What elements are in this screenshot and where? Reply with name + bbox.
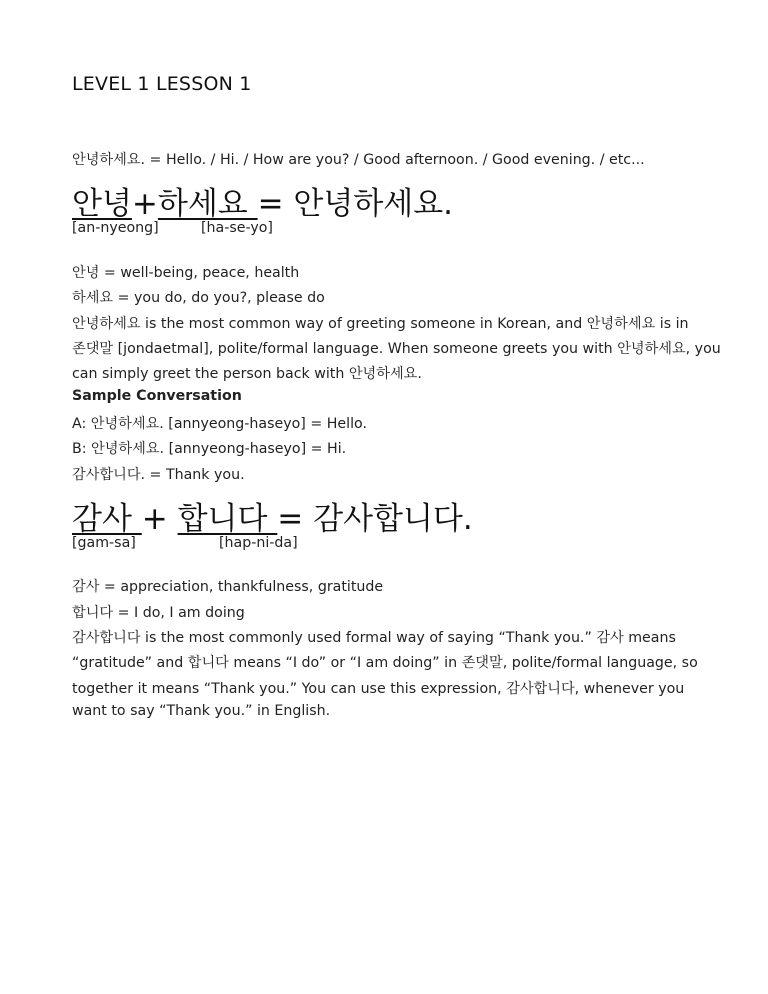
thanks-formula-part2: 합니다 (177, 501, 278, 537)
hello-formula-plus: + (131, 186, 158, 222)
thanks-formula-part1: 감사 (72, 501, 142, 537)
thanks-formula-plus: + (141, 501, 178, 537)
thanks-formula-result: = 감사합니다. (277, 501, 473, 537)
thanks-vocab-1: 감사 = appreciation, thankfulness, gratitude (72, 579, 384, 595)
hello-formula-result: = 안녕하세요. (257, 186, 454, 222)
hello-vocab-2: 하세요 = you do, do you?, please do (72, 290, 325, 306)
hello-explanation-line-3: can simply greet the person back with 안녕하세요. (72, 366, 422, 382)
thanks-formula (72, 493, 473, 538)
conversation-line-b: B: 안녕하세요. [annyeong-haseyo] = Hi. (72, 441, 347, 457)
thanks-explanation-line-3: together it means “Thank you.” You can use this expression, 감사합니다, whenever you (72, 681, 685, 697)
thanks-intro: 감사합니다. = Thank you. (72, 467, 245, 483)
hello-formula-part1: 안녕 (72, 186, 132, 222)
thanks-explanation-line-2: “gratitude” and 합니다 means “I do” or “I am doing” in 존댓말, polite/formal language, so (72, 655, 698, 671)
thanks-romanization-part2: [hap-ni-da] (219, 535, 298, 551)
conversation-line-a: A: 안녕하세요. [annyeong-haseyo] = Hello. (72, 416, 367, 432)
thanks-vocab-2: 합니다 = I do, I am doing (72, 605, 245, 621)
hello-intro: 안녕하세요. = Hello. / Hi. / How are you? / Good afternoon. / Good evening. / etc... (72, 152, 645, 168)
thanks-explanation-line-4: want to say “Thank you.” in English. (72, 703, 331, 719)
thanks-explanation-line-1: 감사합니다 is the most commonly used formal way of saying “Thank you.” 감사 means (72, 630, 676, 646)
thanks-romanization-part1: [gam-sa] (72, 535, 136, 551)
hello-explanation-line-2: 존댓말 [jondaetmal], polite/formal language. When someone greets you with 안녕하세요, you (72, 341, 721, 357)
hello-formula-part2: 하세요 (157, 186, 258, 222)
hello-formula (72, 178, 453, 223)
hello-vocab-1: 안녕 = well-being, peace, health (72, 265, 300, 281)
hello-explanation-line-1: 안녕하세요 is the most common way of greeting someone in Korean, and 안녕하세요 is in (72, 316, 689, 332)
hello-romanization-part1: [an-nyeong] (72, 220, 159, 236)
lesson-title: LEVEL 1 LESSON 1 (72, 73, 252, 95)
sample-conversation-heading: Sample Conversation (72, 388, 242, 404)
hello-romanization-part2: [ha-se-yo] (201, 220, 273, 236)
